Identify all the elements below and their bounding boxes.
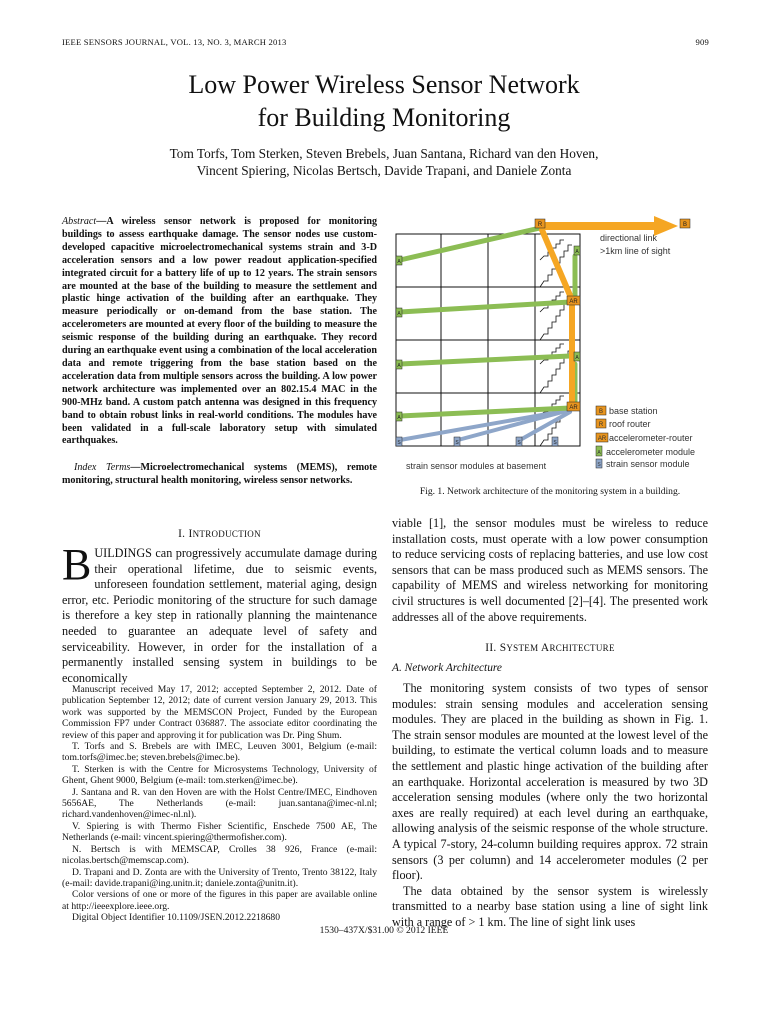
paragraph: The data obtained by the sensor system is wirelessly transmitted to a nearby base station using a line of sight link with a range of > 1 km. The line of sight link uses xyxy=(392,883,708,929)
svg-text:R: R xyxy=(598,422,604,428)
paragraph: The monitoring system consists of two types of sensor modules: strain sensing modules and acceleration sensing modules. They are placed in the building as shown in Fig. 1. The strain sensor modules are mounted at the lowest level of the building, to estimate the vertical column loads and to measure the settlement and plastic hinge activation of the building after an earthquake. Horizontal acceleration is measured by two 3D acceleration sensing modules (where only the two horizontal axes are really required) at each level during an earthquake, allowing analysis of the seismic response of the whole structure. A typical 7-story, 24-column building requires approx. 72 strain sensors (3 per column) and 14 accelerometer modules (2 per floor). xyxy=(392,681,708,883)
accelerometer-router-node xyxy=(567,402,580,411)
running-header-journal: IEEE SENSORS JOURNAL, VOL. 13, NO. 3, MARCH 2013 xyxy=(62,37,287,47)
svg-text:S: S xyxy=(455,440,459,446)
basement-label: strain sensor modules at basement xyxy=(406,461,547,471)
footnote: D. Trapani and D. Zonta are with the University of Trento, Trento 38122, Italy (e-mail: davide.trapani@ing.unitn.it; daniele.zonta@unitn.it). xyxy=(62,866,377,889)
accelerometer-node xyxy=(574,246,580,255)
drop-cap: B xyxy=(62,540,92,589)
title-line-1: Low Power Wireless Sensor Network xyxy=(188,70,580,99)
base-station-node xyxy=(680,219,690,228)
footnote: Manuscript received May 17, 2012; accepted September 2, 2012. Date of publication September 12, 2012; date of current version January 29, 2013. This work was supported by the MEMSCON Project, Funded by the European Commission FP7 under Contract 036887. The associate editor coordinating the review of this paper and approving it for publication was Dr. Ping Shum. xyxy=(62,684,377,741)
svg-text:A: A xyxy=(397,415,401,421)
svg-text:A: A xyxy=(575,355,579,361)
legend-roof-router: roof router xyxy=(609,419,651,429)
roof-router-node xyxy=(535,219,545,228)
accelerometer-node xyxy=(396,360,402,369)
svg-text:S: S xyxy=(517,440,521,446)
index-terms xyxy=(62,462,377,488)
paper-title xyxy=(0,68,768,134)
accelerometer-node xyxy=(396,412,402,421)
system-architecture-body xyxy=(392,681,708,931)
accelerometer-node xyxy=(396,308,402,317)
strain-sensor-node xyxy=(396,437,402,446)
index-terms-label: Index Terms xyxy=(74,462,131,473)
footnotes xyxy=(62,684,377,924)
svg-text:A: A xyxy=(575,249,579,255)
authors-line-2: Vincent Spiering, Nicolas Bertsch, Davide Trapani, and Daniele Zonta xyxy=(196,163,572,178)
directional-link-label: directional link xyxy=(600,233,658,243)
strain-sensor-node xyxy=(516,437,522,446)
subsection-heading-network-architecture: A. Network Architecture xyxy=(392,662,502,674)
section-title-rest: YSTEM xyxy=(506,643,539,653)
svg-text:AR: AR xyxy=(569,405,578,411)
footnote: T. Sterken is with the Centre for Microsystems Technology, University of Ghent, Ghent 9000, Belgium (e-mail: tom.sterken@imec.be). xyxy=(62,763,377,787)
author-list xyxy=(0,145,768,179)
intro-text: can progressively accumulate damage during their operational lifetime, due to seismic events, unforeseen foundation settlement, material aging, design error, etc. Periodic monitoring of the structure for such damage is therefore a key step in rationally planning the maintenance needed to guarantee an adequate level of safety and serviceability. However, in order for the installation of a permanently installed sensing system in buildings to be economically xyxy=(62,546,377,685)
legend-strain-sensor-module: strain sensor module xyxy=(606,459,690,469)
svg-text:AR: AR xyxy=(597,436,607,442)
footnote: V. Spiering is with Thermo Fisher Scientific, Enschede 7500 AE, The Netherlands (e-mail: vincent.spiering@thermofisher.com). xyxy=(62,820,377,844)
svg-text:A: A xyxy=(397,259,401,265)
figure-caption: Fig. 1. Network architecture of the monitoring system in a building. xyxy=(419,486,681,497)
svg-text:AR: AR xyxy=(569,299,578,305)
accelerometer-node xyxy=(396,256,402,265)
section-number: II. xyxy=(485,642,497,654)
svg-text:A: A xyxy=(597,450,601,456)
svg-text:S: S xyxy=(553,440,557,446)
svg-text:S: S xyxy=(597,462,601,468)
abstract-dash: — xyxy=(96,216,107,227)
authors-line-1: Tom Torfs, Tom Sterken, Steven Brebels, Juan Santana, Richard van den Hoven, xyxy=(169,146,599,161)
network-architecture-figure xyxy=(392,216,708,478)
footnote: T. Torfs and S. Brebels are with IMEC, Leuven 3001, Belgium (e-mail: tom.torfs@imec.be; steven.brebels@imec.be). xyxy=(62,741,377,764)
legend-base-station: base station xyxy=(609,406,658,416)
section-heading-introduction xyxy=(62,528,377,540)
svg-text:R: R xyxy=(537,222,543,228)
copyright-line: 1530–437X/$31.00 © 2012 IEEE xyxy=(319,925,449,936)
section-title-initial: I xyxy=(188,528,193,540)
introduction-continued: viable [1], the sensor modules must be wireless to reduce installation costs, must operate with a low power consumption to reduce servicing costs of replacing batteries, and use low cost sensors that can be mass produced such as MEMS sensors. The capability of MEMS and wireless networking for monitoring civil structures is well documented [2]–[4]. The presented work addresses all of the above requirements. xyxy=(392,516,708,624)
doi-line: Digital Object Identifier 10.1109/JSEN.2012.2218680 xyxy=(72,912,281,924)
section-title-rest: NTRODUCTION xyxy=(192,529,261,539)
title-line-2: for Building Monitoring xyxy=(257,103,511,132)
footnote: Color versions of one or more of the figures in this paper are available online at http://ieeexplore.ieee.org. xyxy=(62,889,377,912)
legend-accelerometer-module: accelerometer module xyxy=(606,447,696,457)
strain-sensor-node xyxy=(552,437,558,446)
figure-legend xyxy=(596,406,695,469)
abstract-label: Abstract xyxy=(62,216,97,227)
svg-text:S: S xyxy=(397,440,401,446)
abstract-text: A wireless sensor network is proposed for monitoring buildings to assess earthquake damage. The sensor nodes use custom-developed capacitive microelectromechanical systems strain and 3-D acceleration sensors and a low power readout application-specified integrated circuit for a battery life of up to 12 years. The strain sensors are mounted at the base of the building to measure the settlement and plastic hinge activation of the building after an earthquake. They measure periodically or on-demand from the base station. The accelerometers are mounted at every floor of the building to measure the seismic response of the building during an earthquake. They record during an earthquake event using a combination of the local acceleration data and remote triggering from the base station based on the acceleration data from multiple sensors across the building. A low power network architecture was implemented over an 802.15.4 MAC in the 900-MHz band. A custom patch antenna was designed in this frequency band to obtain robust links in real-world conditions. The modules have been validated in a full-scale laboratory setup with simulated earthquakes. xyxy=(62,216,377,447)
footnote: N. Bertsch is with MEMSCAP, Crolles 38 926, France (e-mail: nicolas.bertsch@memscap.com). xyxy=(62,843,377,867)
strain-sensor-node xyxy=(454,437,460,446)
introduction-paragraph xyxy=(62,540,377,686)
accelerometer-node xyxy=(574,352,580,361)
index-terms-dash: — xyxy=(130,462,141,473)
footnote: J. Santana and R. van den Hoven are with the Holst Centre/IMEC, Eindhoven 5656AE, The Netherlands (e-mail: juan.santana@imec-nl.nl; richard.vandenhoven@imec-nl.nl). xyxy=(62,786,377,821)
section-title-initial: S xyxy=(499,642,507,654)
intro-first-word: UILDINGS xyxy=(94,546,152,560)
page-number: 909 xyxy=(695,37,709,47)
section-heading-system-architecture xyxy=(392,642,708,654)
abstract xyxy=(62,216,377,448)
line-of-sight-label: >1km line of sight xyxy=(600,246,671,256)
svg-text:A: A xyxy=(397,311,401,317)
index-terms-text: Microelectromechanical systems (MEMS), remote monitoring, structural health monitoring, wireless sensor networks. xyxy=(62,462,377,486)
svg-text:A: A xyxy=(397,363,401,369)
section-number: I. xyxy=(178,528,186,540)
svg-text:B: B xyxy=(598,409,604,415)
legend-accelerometer-router: accelerometer-router xyxy=(609,433,693,443)
section-title-rest: RCHITECTURE xyxy=(549,643,615,653)
accelerometer-router-node xyxy=(567,296,580,305)
section-title-initial: A xyxy=(540,642,550,654)
svg-text:B: B xyxy=(682,222,688,228)
